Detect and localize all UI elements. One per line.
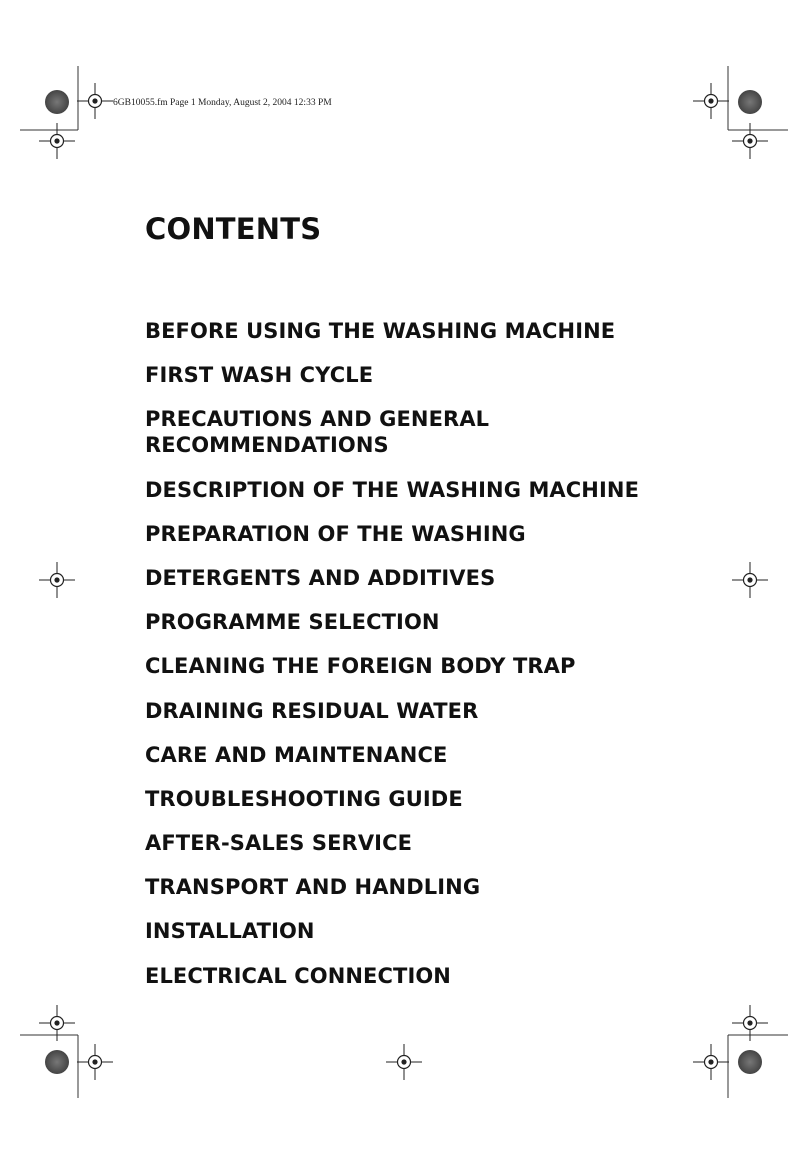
gray-disc-target-top-right bbox=[738, 90, 762, 114]
registration-mark-top-right bbox=[693, 83, 729, 119]
registration-mark-top-left bbox=[77, 83, 113, 119]
registration-mark-lower-right bbox=[732, 1005, 768, 1041]
toc-item: PREPARATION OF THE WASHING bbox=[145, 521, 526, 546]
registration-mark-lower-left bbox=[39, 1005, 75, 1041]
toc-item: FIRST WASH CYCLE bbox=[145, 363, 374, 388]
registration-mark-middle-left bbox=[39, 562, 75, 598]
registration-mark-middle-right bbox=[732, 562, 768, 598]
page-title: CONTENTS bbox=[145, 212, 322, 246]
toc-item: ELECTRICAL CONNECTION bbox=[145, 963, 451, 988]
gray-disc-target-bottom-right bbox=[738, 1050, 762, 1074]
gray-disc-target-bottom-left bbox=[45, 1050, 69, 1074]
registration-mark-upper-right bbox=[732, 123, 768, 159]
contents-list bbox=[145, 318, 705, 1007]
toc-item: TROUBLESHOOTING GUIDE bbox=[145, 786, 463, 811]
toc-item: INSTALLATION bbox=[145, 919, 315, 944]
toc-item: DESCRIPTION OF THE WASHING MACHINE bbox=[145, 477, 640, 502]
print-file-info: 6GB10055.fm Page 1 Monday, August 2, 2004 12:33 PM bbox=[113, 98, 332, 108]
registration-mark-bottom-center bbox=[386, 1044, 422, 1080]
toc-item: CLEANING THE FOREIGN BODY TRAP bbox=[145, 654, 576, 679]
toc-item: PROGRAMME SELECTION bbox=[145, 610, 440, 635]
toc-item: PRECAUTIONS AND GENERAL RECOMMENDATIONS bbox=[145, 407, 490, 458]
toc-item: AFTER-SALES SERVICE bbox=[145, 831, 413, 856]
gray-disc-target-top-left bbox=[45, 90, 69, 114]
toc-item: TRANSPORT AND HANDLING bbox=[145, 875, 481, 900]
toc-item: DETERGENTS AND ADDITIVES bbox=[145, 565, 496, 590]
registration-mark-bottom-left bbox=[77, 1044, 113, 1080]
registration-mark-upper-left bbox=[39, 123, 75, 159]
toc-item: BEFORE USING THE WASHING MACHINE bbox=[145, 319, 616, 343]
registration-mark-bottom-right bbox=[693, 1044, 729, 1080]
toc-item: DRAINING RESIDUAL WATER bbox=[145, 698, 479, 723]
toc-item: CARE AND MAINTENANCE bbox=[145, 742, 448, 767]
